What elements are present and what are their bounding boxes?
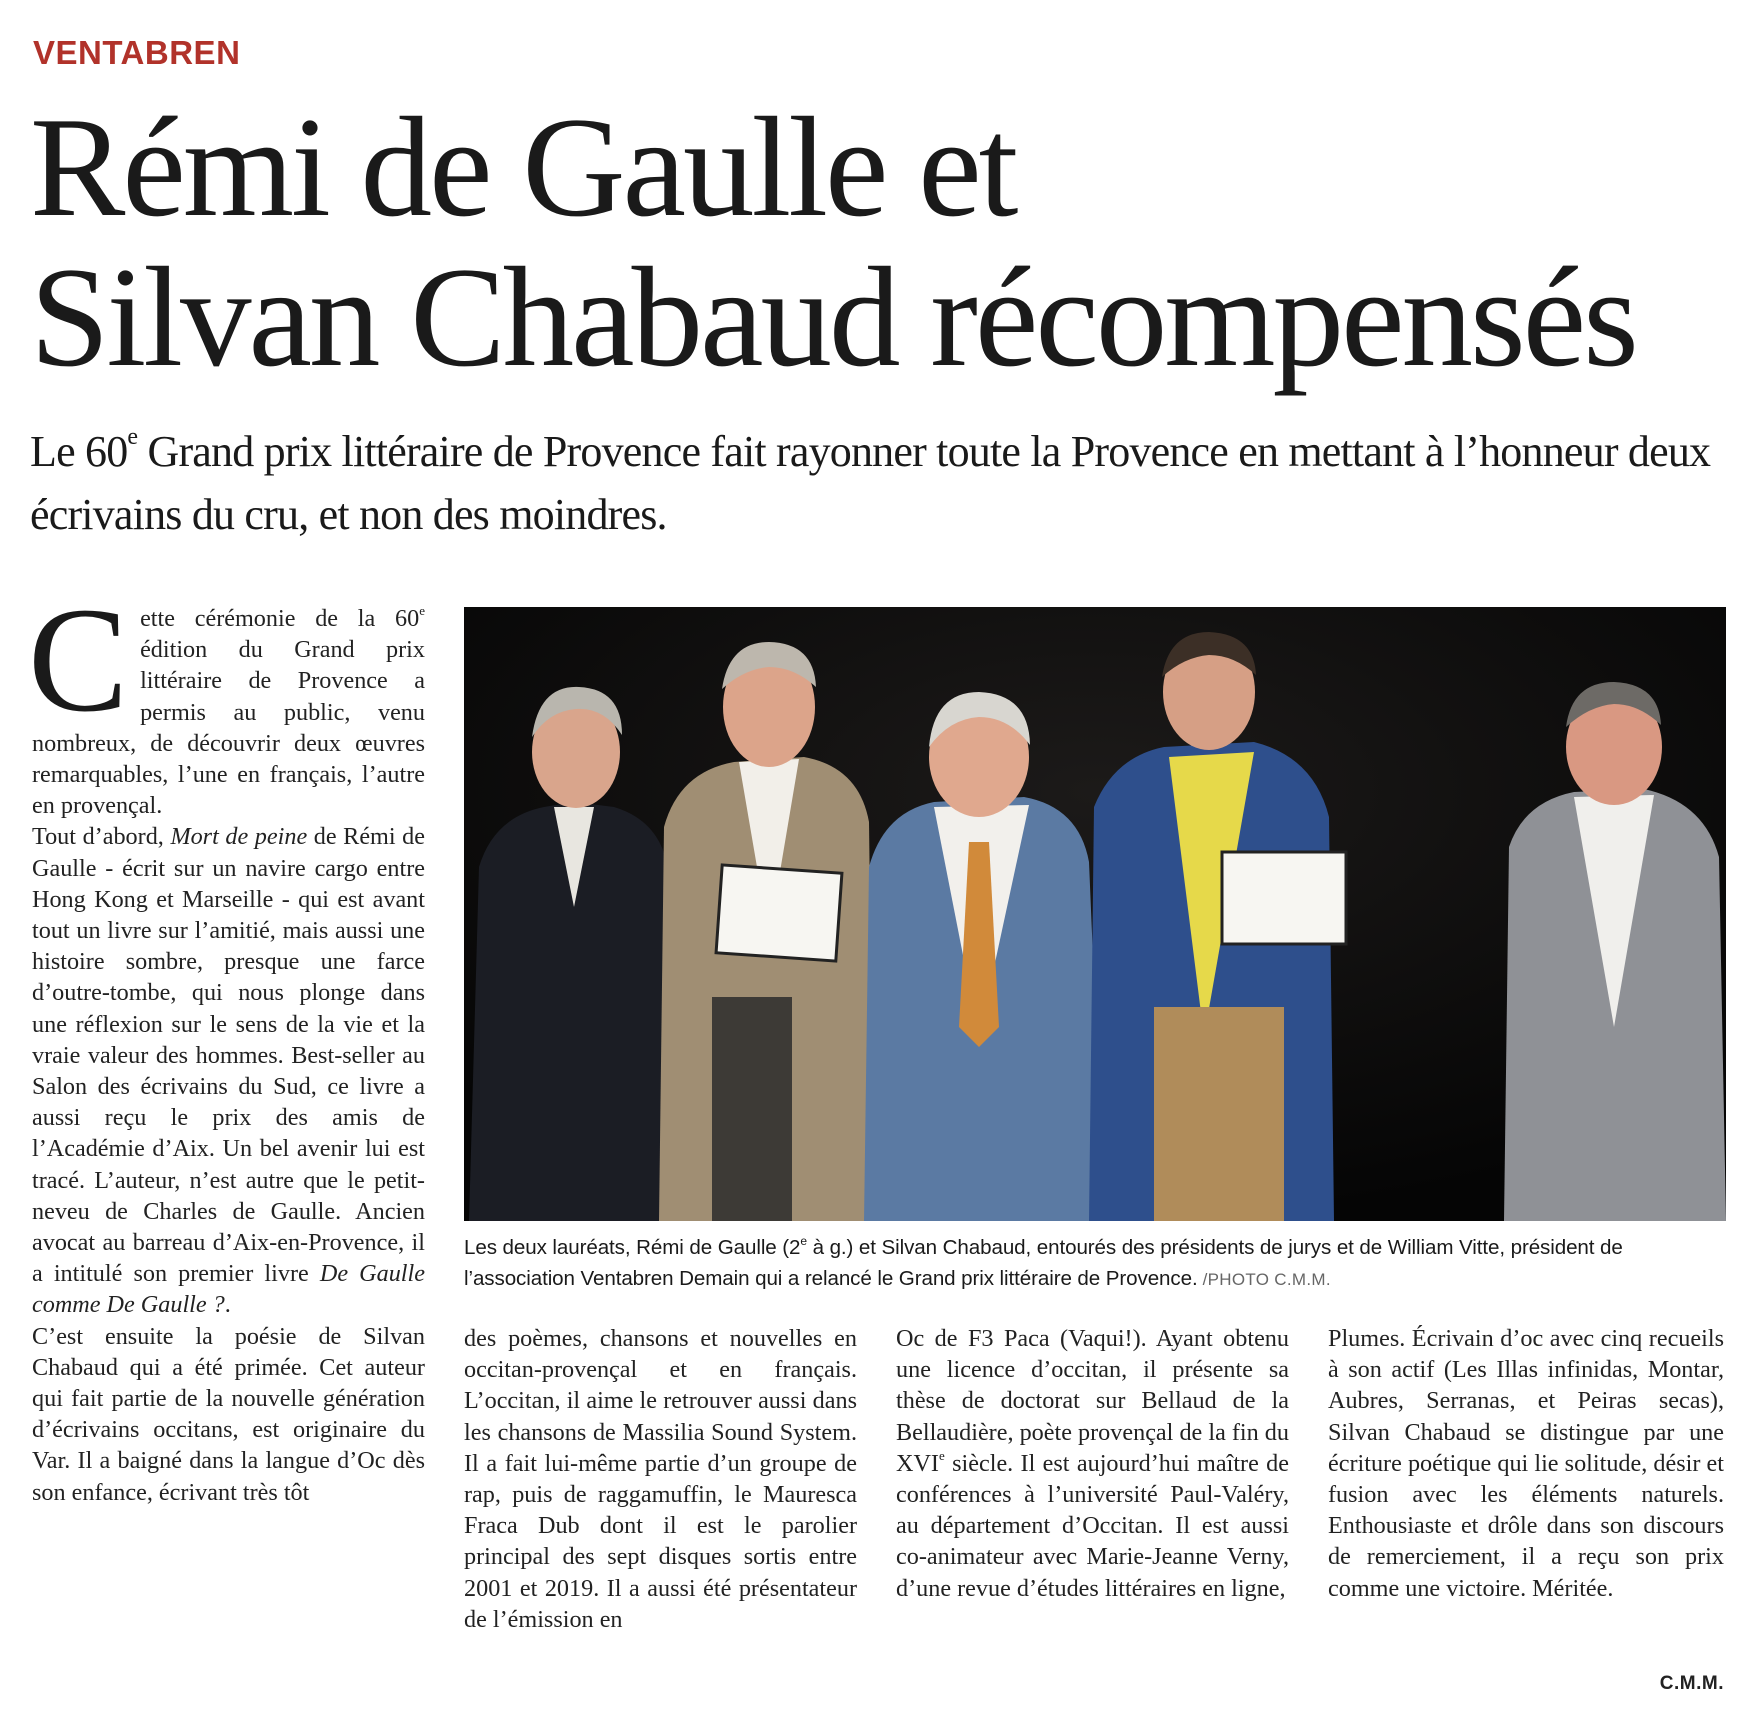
column-2-text: des poèmes, chansons et nouvelles en occitan-provençal et en français. L’occitan, il aime le retrouver aussi dans les chansons de Massilia Sound System. Il a fait lui-même partie d’un groupe de rap, puis de raggamuffin, le Mauresca Fraca Dub dont il est le parolier principal des sept disques sortis entre 2001 et 2019. Il a aussi été présentateur de l’émission en [464, 1325, 857, 1633]
standfirst-post: Grand prix littéraire de Provence fait rayonner toute la Provence en mettant à l’honneur deux écrivains du cru, et non des moindres. [30, 427, 1711, 539]
article-column-2 [464, 1323, 857, 1635]
paragraph-2 [32, 821, 425, 1320]
p1-text-b: édition du Grand prix littéraire de Provence a permis au public, venu nombreux, de découvrir deux œuvres remarquables, l’une en français, l’autre en provençal. [32, 636, 425, 820]
section-kicker: VENTABREN [33, 34, 241, 71]
col3-sup: e [939, 1447, 945, 1463]
standfirst [30, 420, 1730, 546]
paragraph-1 [28, 577, 425, 821]
caption-sup: e [800, 1234, 807, 1248]
headline-line-1: Rémi de Gaulle et [30, 88, 1016, 246]
drop-cap: C [28, 577, 129, 743]
photo-laureates [464, 607, 1726, 1221]
p1-sup: e [419, 603, 425, 618]
standfirst-sup: e [127, 424, 138, 450]
caption-text-b: à g.) et Silvan Chabaud, entourés des présidents de jurys et de William Vitte, président de l’association Ventabren Demain qui a relancé le Grand prix littéraire de Provence. [464, 1236, 1623, 1290]
paragraph-3: C’est ensuite la poésie de Silvan Chabaud qui a été primée. Cet auteur qui fait partie de la nouvelle génération d’écrivains occitans, est originaire du Var. Il a baigné dans la langue d’Oc dès son enfance, écrivant très tôt [32, 1322, 425, 1506]
column-4-text: Plumes. Écrivain d’oc avec cinq recueils à son actif (Les Illas infinidas, Montar, Aubres, Serranas, et Peiras secas), Silvan Chabaud se distingue par une écriture poétique qui lie solitude, désir et fusion avec les éléments naturels. Enthousiaste et drôle dans son discours de remerciement, il a reçu son prix comme une victoire. Méritée. [1328, 1325, 1724, 1602]
headline-line-2: Silvan Chabaud récompensés [30, 238, 1636, 396]
p1-text-a: ette cérémonie de la 60 [140, 605, 420, 632]
col3-text-a: Oc de F3 Paca (Vaqui!). Ayant obtenu une licence d’occitan, il présente sa thèse de doctorat sur Bellaud de la Bellaudière, poète provençal de la fin du XVI [896, 1325, 1289, 1477]
photo-credit: /PHOTO C.M.M. [1197, 1270, 1331, 1289]
photo-illustration [464, 607, 1726, 1221]
p2-text-a: Tout d’abord, [32, 823, 171, 851]
headline [30, 88, 1730, 396]
col3-text-b: siècle. Il est aujourd’hui maître de conférences à l’université Paul-Valéry, au département d’Occitan. Il est aussi co-animateur avec Marie-Jeanne Verny, d’une revue d’études littéraires en ligne, [896, 1449, 1289, 1602]
column-3-text [896, 1323, 1289, 1604]
author-signature: C.M.M. [1659, 1673, 1724, 1694]
book-title-mort-de-peine: Mort de peine [170, 823, 308, 851]
article-column-1 [28, 577, 425, 1703]
p2-text-b: de Rémi de Gaulle - écrit sur un navire cargo entre Hong Kong et Marseille - qui est avant tout un livre sur l’amitié, mais aussi une histoire sombre, presque une farce d’outre-tombe, qui nous plonge dans une réflexion sur le sens de la vie et la vraie valeur des hommes. Best-seller au Salon des écrivains du Sud, ce livre a aussi reçu le prix des amis de l’Académie d’Aix. Un bel avenir lui est tracé. L’auteur, n’est autre que le petit-neveu de Charles de Gaulle. Ancien avocat au barreau d’Aix-en-Provence, il a intitulé son premier livre [32, 823, 425, 1288]
article-column-3 [896, 1323, 1289, 1604]
article-column-4 [1328, 1323, 1724, 1604]
standfirst-pre: Le 60 [30, 427, 128, 476]
photo-caption [464, 1232, 1726, 1295]
p2-text-c: . [224, 1291, 231, 1319]
book-title-de-gaulle: De Gaulle comme De Gaulle ? [32, 1260, 425, 1319]
caption-text-a: Les deux lauréats, Rémi de Gaulle (2 [464, 1236, 801, 1259]
